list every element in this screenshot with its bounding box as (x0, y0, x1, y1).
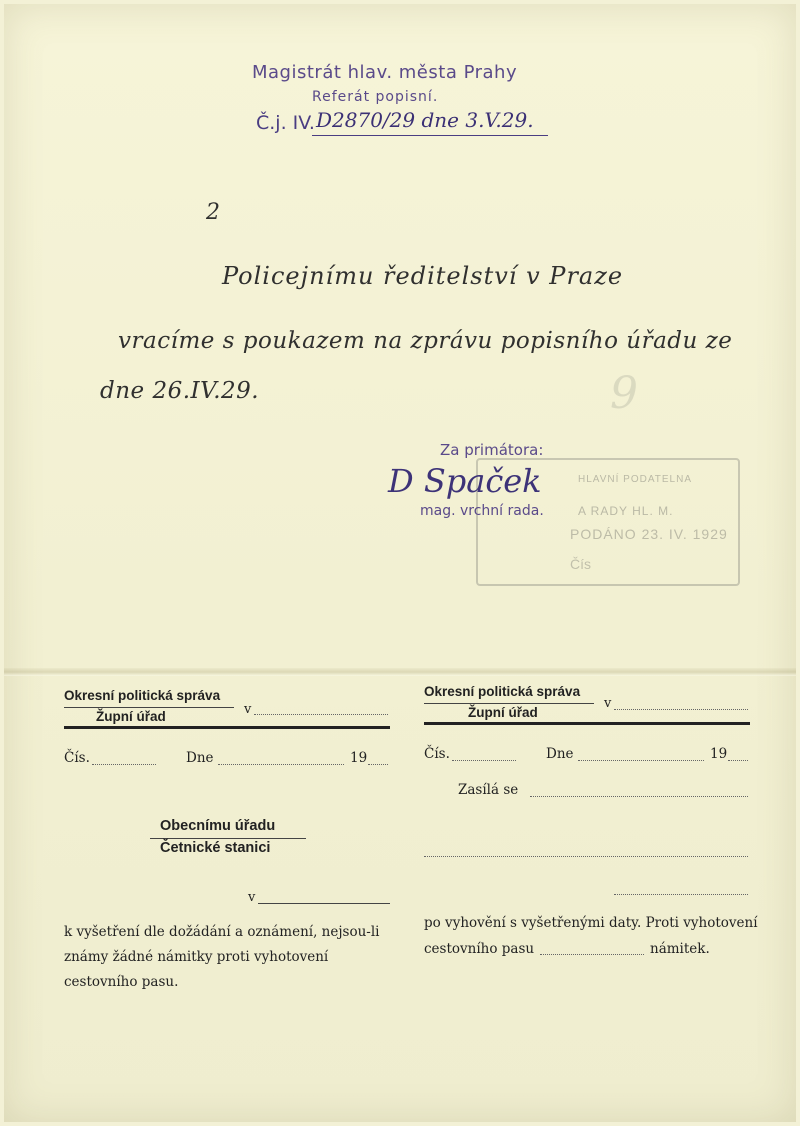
stamp-magistrate-name: Magistrát hlav. města Prahy (252, 62, 518, 83)
right-cis-dots (452, 760, 516, 761)
faded-stamp-line-3: PODÁNO 23. IV. 1929 (570, 526, 728, 542)
reference-number-handwritten: D2870/29 dne 3.V.29. (316, 108, 534, 132)
left-date-dots (218, 764, 344, 765)
handwritten-mark: 2 (206, 200, 220, 225)
right-year-dots (728, 760, 748, 761)
right-zasila-dots-2 (424, 856, 748, 857)
left-v2-label: v (248, 890, 256, 905)
left-body-text: k vyšetření dle dožádání a oznámení, nejsou-li známy žádné námitky proti vyhotovení cestovního pasu. (64, 924, 380, 990)
left-office-alt: Župní úřad (96, 709, 166, 724)
faded-stamp-line-1: HLAVNÍ PODATELNA (578, 474, 692, 485)
right-body-line-2b: námitek. (650, 941, 710, 957)
right-cis-label: Čís. (424, 746, 450, 762)
paper-fold (4, 668, 796, 676)
faded-stamp-line-2: A RADY HL. M. (578, 504, 674, 518)
signature-role: mag. vrchní rada. (420, 503, 544, 519)
stamp-reference (256, 110, 556, 138)
right-zasila-label: Zasílá se (458, 782, 519, 798)
right-zasila-dots-3 (614, 894, 748, 895)
left-addressee-2: Četnické stanici (160, 840, 271, 856)
handwritten-line-3: dne 26.IV.29. (100, 378, 260, 404)
left-cis-dots (92, 764, 156, 765)
right-year-label: 19 (710, 746, 728, 762)
right-dne-label: Dne (546, 746, 574, 762)
left-year-label: 19 (350, 750, 368, 766)
left-place-dots (254, 714, 388, 715)
handwritten-line-1: Policejnímu ředitelství v Praze (222, 262, 624, 290)
reference-prefix: Č.j. IV. (256, 112, 315, 134)
right-zasila-dots-1 (530, 796, 748, 797)
right-date-dots (578, 760, 704, 761)
reference-underline (312, 135, 548, 136)
stamp-department: Referát popisní. (312, 89, 439, 105)
right-objection-dots (540, 954, 644, 955)
left-addressee-rule (150, 838, 306, 839)
right-body-line-1: po vyhovění s vyšetřenými daty. Proti vyhotovení (424, 915, 758, 931)
faded-mark: 9 (610, 368, 638, 419)
left-office-underline (64, 707, 234, 708)
right-office-underline (424, 703, 594, 704)
right-header-rule (424, 722, 750, 725)
right-office-alt: Župní úřad (468, 705, 538, 720)
left-dne-label: Dne (186, 750, 214, 766)
left-v-label: v (244, 702, 252, 717)
faded-stamp-line-4: Čís (570, 556, 591, 572)
signature-handwritten: D Spaček (388, 462, 542, 500)
right-v-label: v (604, 696, 612, 711)
right-body-line-2a: cestovního pasu (424, 941, 535, 957)
right-place-dots (614, 709, 748, 710)
right-office-name: Okresní politická správa (424, 684, 581, 699)
left-year-dots (368, 764, 388, 765)
left-header-rule (64, 726, 390, 729)
left-addressee-1: Obecnímu úřadu (160, 818, 276, 834)
left-office-name: Okresní politická správa (64, 688, 221, 703)
handwritten-line-2: vracíme s poukazem na zprávu popisního úřadu ze (118, 328, 733, 354)
left-v2-line (258, 903, 390, 904)
left-cis-label: Čís. (64, 750, 90, 766)
signature-title: Za primátora: (440, 441, 544, 459)
